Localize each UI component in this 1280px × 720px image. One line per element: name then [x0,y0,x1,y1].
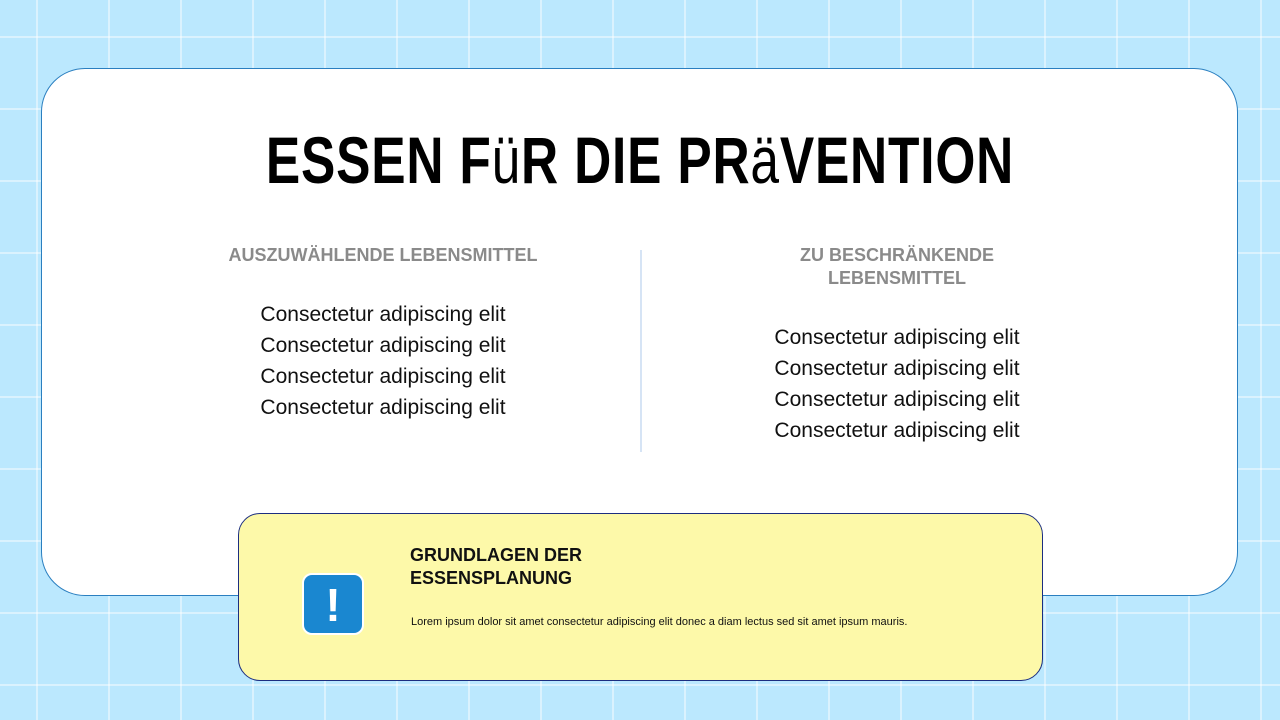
list-item: Consectetur adipiscing elit [260,334,506,357]
list-item: Consectetur adipiscing elit [774,326,1020,349]
title-part: R DIE PR [521,123,751,197]
list-item: Consectetur adipiscing elit [260,365,506,388]
page-title [141,122,1139,198]
title-part: ü [491,123,522,197]
column-divider [640,250,642,452]
list-item: Consectetur adipiscing elit [260,303,506,326]
list-item: Consectetur adipiscing elit [774,388,1020,411]
title-part: ä [750,123,780,197]
note-heading: GRUNDLAGEN DER ESSENSPLANUNG [410,545,583,588]
note-text: Lorem ipsum dolor sit amet consectetur adipiscing elit donec a diam lectus sed sit amet ipsum mauris. [411,616,908,628]
list-item: Consectetur adipiscing elit [774,357,1020,380]
foods-to-limit-column [737,244,1057,446]
column-heading: AUSZUWÄHLENDE LEBENSMITTEL [228,245,538,265]
meal-planning-note [238,513,1043,681]
list-item: Consectetur adipiscing elit [774,419,1020,442]
column-heading: ZU BESCHRÄNKENDE LEBENSMITTEL [799,245,994,288]
title-part: ESSEN F [265,123,492,197]
exclamation-icon: ! [302,573,364,635]
foods-to-choose-column [223,244,543,423]
list-item: Consectetur adipiscing elit [260,396,506,419]
title-part: VENTION [779,123,1015,197]
